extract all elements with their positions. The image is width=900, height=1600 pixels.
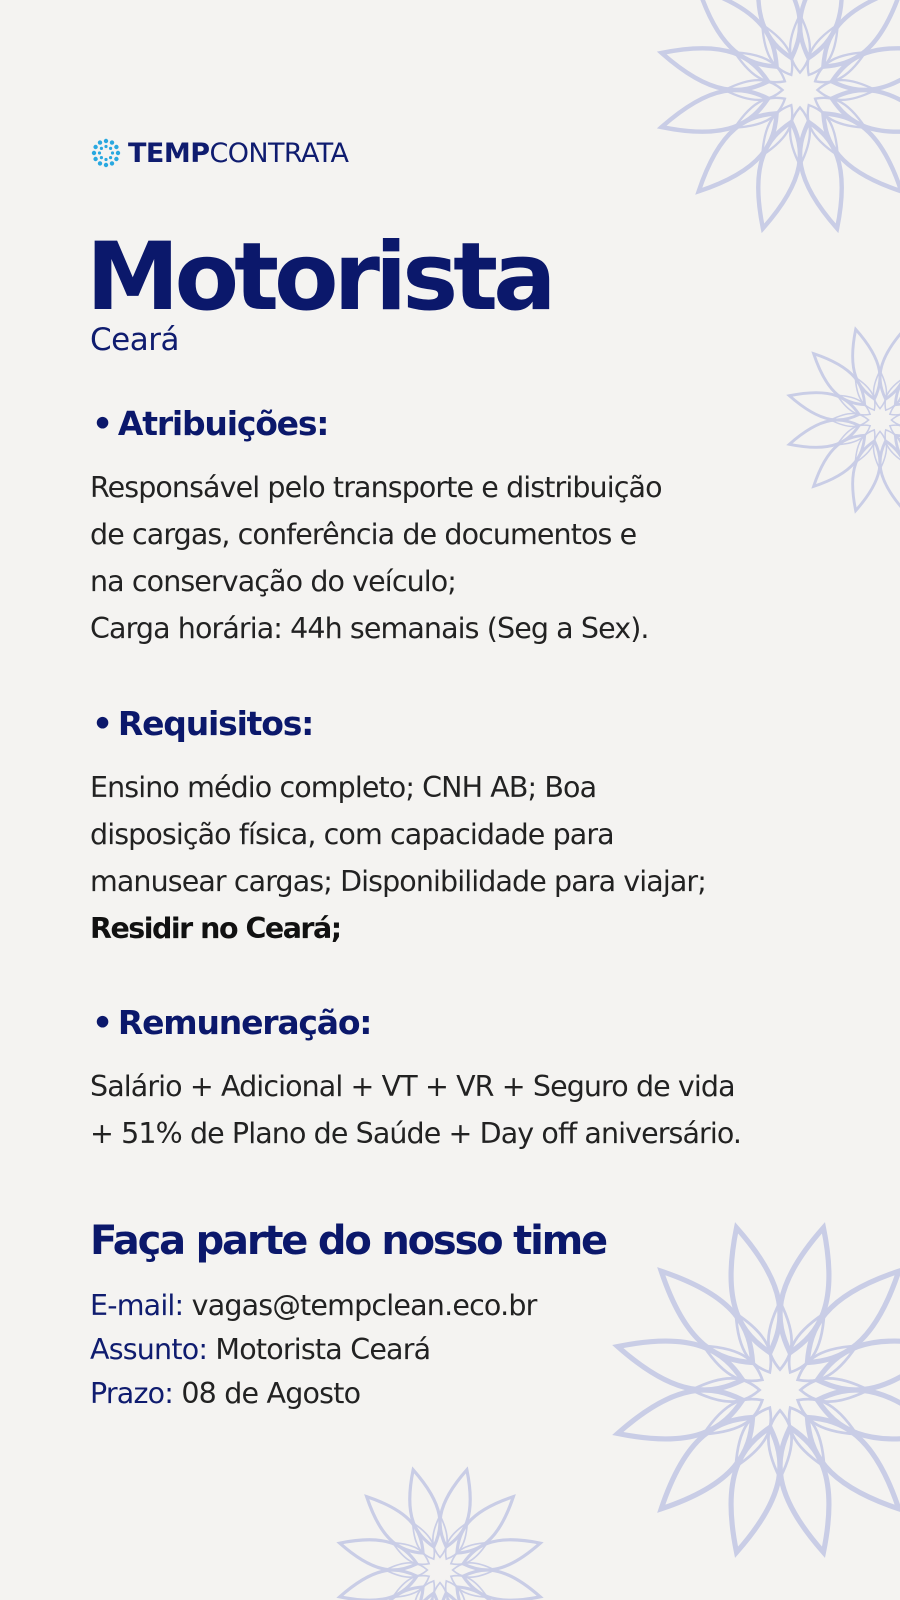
deadline-label: Prazo: bbox=[90, 1377, 174, 1410]
deadline-value: 08 de Agosto bbox=[181, 1377, 361, 1410]
body-line: Ensino médio completo; CNH AB; Boa bbox=[90, 771, 597, 804]
subject-label: Assunto: bbox=[90, 1333, 208, 1366]
bullet-icon: • bbox=[92, 704, 112, 743]
subject-value: Motorista Ceará bbox=[215, 1333, 431, 1366]
section-body-remuneracao bbox=[90, 1063, 790, 1157]
bullet-icon: • bbox=[92, 404, 112, 443]
body-line: Carga horária: 44h semanais (Seg a Sex). bbox=[90, 612, 649, 645]
bullet-icon: • bbox=[92, 1003, 112, 1042]
email-value[interactable]: vagas@tempclean.eco.br bbox=[191, 1289, 537, 1322]
brand-name-bold: TEMP bbox=[128, 137, 210, 169]
sunburst-logo-icon bbox=[90, 137, 122, 169]
brand-name-regular: CONTRATA bbox=[209, 137, 349, 169]
body-line: Responsável pelo transporte e distribuição bbox=[90, 471, 662, 504]
body-line: + 51% de Plano de Saúde + Day off aniversário. bbox=[90, 1117, 742, 1150]
section-heading-requisitos: • Requisitos: bbox=[92, 704, 314, 743]
contact-deadline-row bbox=[90, 1372, 537, 1416]
body-line: de cargas, conferência de documentos e bbox=[90, 518, 637, 551]
job-location: Ceará bbox=[90, 322, 179, 358]
cta-title: Faça parte do nosso time bbox=[90, 1218, 606, 1264]
body-line: manusear cargas; Disponibilidade para viajar; bbox=[90, 865, 706, 898]
contact-email-row bbox=[90, 1284, 537, 1328]
section-body-requisitos bbox=[90, 764, 790, 952]
body-line: na conservação do veículo; bbox=[90, 565, 457, 598]
contact-info bbox=[90, 1284, 537, 1416]
body-line-emphasis: Residir no Ceará; bbox=[90, 912, 341, 945]
body-line: disposição física, com capacidade para bbox=[90, 818, 614, 851]
email-label: E-mail: bbox=[90, 1289, 184, 1322]
body-line: Salário + Adicional + VT + VR + Seguro de vida bbox=[90, 1070, 735, 1103]
contact-subject-row bbox=[90, 1328, 537, 1372]
brand-logo bbox=[90, 136, 348, 170]
section-heading-remuneracao: • Remuneração: bbox=[92, 1003, 372, 1042]
section-heading-atribuicoes: • Atribuições: bbox=[92, 404, 329, 443]
job-title: Motorista bbox=[86, 223, 552, 332]
section-body-atribuicoes bbox=[90, 464, 790, 652]
